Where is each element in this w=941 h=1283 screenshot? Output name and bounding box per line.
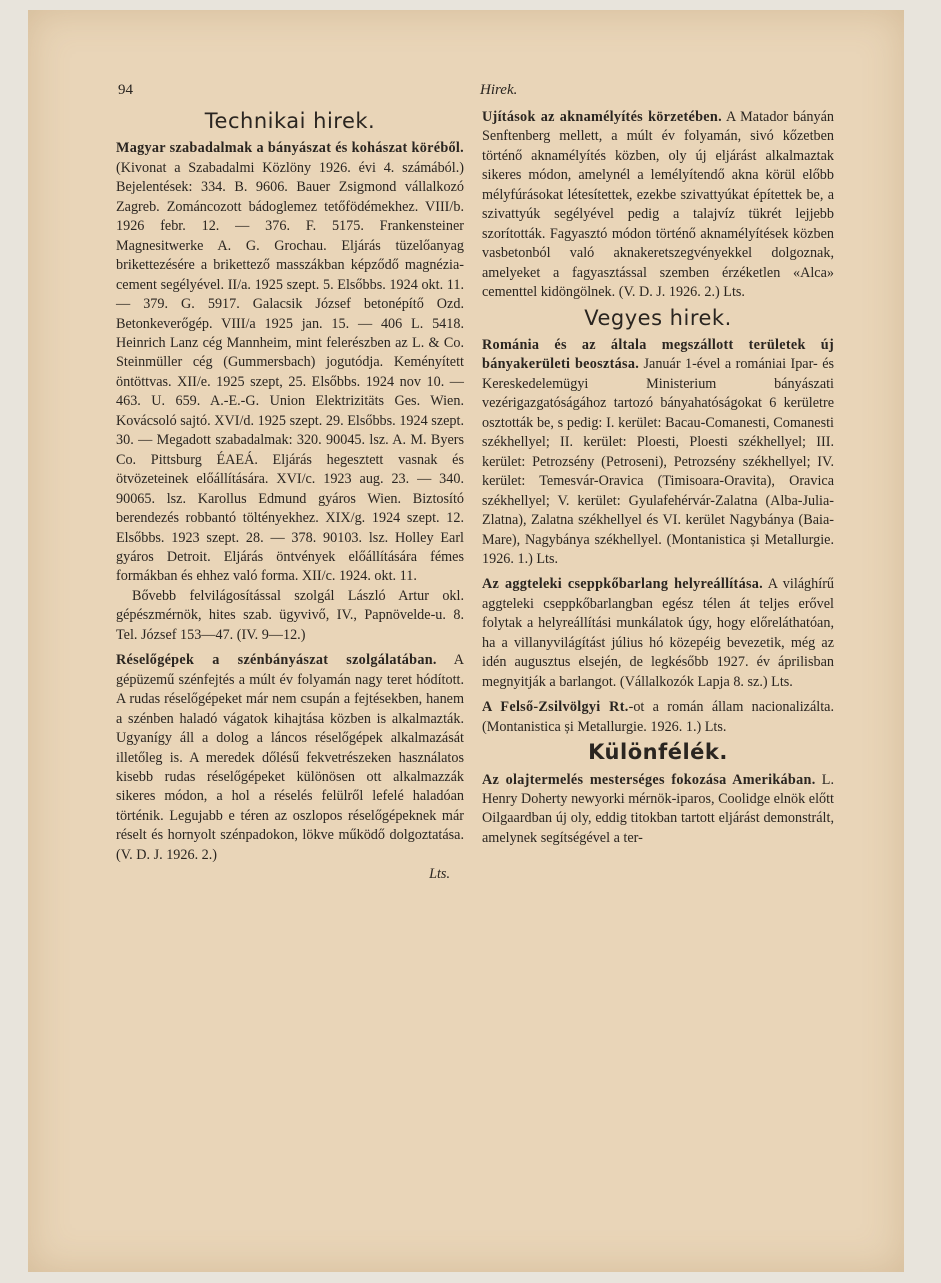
article-zsilvolgy xyxy=(482,698,834,737)
article-olajtermeles xyxy=(482,771,834,849)
article-lead: Magyar szabadalmak a bányászat és kohászat köréből. xyxy=(116,140,464,157)
article-text: -ot a román állam nacionalizálta. (Montanistica și Metallurgie. 1926. 1.) Lts. xyxy=(482,699,834,735)
article-patents xyxy=(116,139,464,645)
article-aggtelek xyxy=(482,575,834,692)
article-signature: Lts. xyxy=(429,866,450,883)
section-heading-vegyes: Vegyes hirek. xyxy=(584,305,732,330)
article-lead: Az olajtermelés mesterséges fokozása Amerikában. xyxy=(482,771,816,788)
article-lead: Románia és az általa megszállott területek új bányakerületi beosztása. xyxy=(482,336,834,373)
article-lead: Az aggteleki cseppkőbarlang helyreállítása. xyxy=(482,576,764,593)
article-lead: Ujítások az aknamélyítés körzetében. xyxy=(482,109,722,125)
article-text: A Matador bányán Senftenberg mellett, a múlt év folyamán, sivó kőzetben történő aknamélyítés közben, oly új eljárást alkalmaztak sikeres módon, amelynél a lemélyítendő akna körül előbb mélyfúrásokat létesítettek, ezekbe szivattyúkat építettek be, a szivattyúk segélyével pedig a talajvíz tükrét lejjebb szorították. Fagyasztó módon történő aknamélyítések közben vasbetonból való aknakeretszegvényekkel dolgoznak, amelyeket a fagyasztással szemben érzéketlen «Alca» cementtel kidöngölnek. (V. D. J. 1926. 2.) Lts. xyxy=(482,109,835,301)
left-column xyxy=(116,108,464,891)
article-text: L. Henry Doherty newyorki mérnök-iparos, Coolidge elnök előtt Oilgaardban új oly, eddig titokban tartott eljárást demonstrált, amelynek segítségével a ter- xyxy=(482,771,834,846)
article-text: (Kivonat a Szabadalmi Közlöny 1926. évi 4. számából.) Bejelentések: 334. B. 9606. Bauer Zsigmond vállalkozó Zagreb. Zománcozott bádoglemez tetőfödémekhez. VIII/b. 1926 febr. 12. — 376. F. 5175. Frankensteiner Magnesitwerke A. G. Grochau. Eljárás tüzelőanyag brikettezésére a brikettező masszákban képződő magnézia-cement segélyével. II/a. 1925 szept. 5. Elsőbbs. 1924 okt. 11. — 379. G. 5917. Galacsik József betonépítő Ozd. Betonkeverőgép. VIII/a 1925 jan. 15. — 406 L. 5418. Heinrich Lanz cég Mannheim, mint felerészben az L. & Co. Steinmüller cég (Gummersbach) jogutódja. Keményített öntöttvas. XII/e. 1925 szept, 25. Elsőbbs. 1924 nov 10. — 463. U. 659. A.-E.-G. Union Elektrizitäts Ges. Wien. Kovácsoló sajtó. XVI/d. 1925 szept. 29. Elsőbbs. 1924 szept. 30. — Megadott szabadalmak: 320. 90045. lsz. A. M. Byers Co. Pittsburg ÉAEÁ. Eljárás hegesztett vasnak és ötvözeteinek előállítására. XVI/c. 1923 aug. 23. — 340. 90065. lsz. Karollus Edmund gyáros Wien. Biztosító berendezés robbantó töltényekhez. XIX/g. 1924 szept. 12. Elsőbbs. 1923 szept. 28. — 378. 90103. lsz. Holley Earl gyáros Detroit. Eljárás öntvények előállítására fémes formákban és ehhez való forma. XII/c. 1924. okt. 11. xyxy=(116,159,464,585)
article-romania xyxy=(482,336,834,569)
section-heading-technikai: Technikai hirek. xyxy=(204,109,376,133)
running-head: Hirek. xyxy=(480,82,518,98)
right-column xyxy=(482,108,834,854)
article-aknamelyites xyxy=(482,108,834,303)
article-lead: A Felső-Zsilvölgyi Rt. xyxy=(482,699,629,716)
article-text-contact: Bővebb felvilágosítással szolgál László Artur okl. gépészmérnök, hites szab. ügyvivő, IV., Papnövelde-u. 8. Tel. József 153—47. (IV. 9—12.) xyxy=(116,587,464,643)
page-number: 94 xyxy=(118,82,133,98)
article-text: Január 1-ével a romániai Ipar- és Kereskedelemügyi Ministerium bányászati vezérigazgatóságához tartozó bányahatóságokat 6 kerületre osztották be, s pedig: I. kerület: Bacau-Comanesti, Comanesti székhellyel; II. kerület: Ploesti, Ploesti székhellyel; III. kerület: Petrozsény (Petroseni), Petrozsény székhellyel; IV. kerület: Temesvár-Oravica (Timisoara-Oravita), Oravica székhellyel; V. kerület: Gyulafehérvár-Zalatna (Alba-Julia-Zlatna), Zalatna székhellyel és VI. kerület Nagybánya (Baia-Mare), Nagybánya székhellyel. (Montanistica și Metallurgie. 1926. 1.) Lts. xyxy=(482,356,835,567)
article-text: A gépüzemű szénfejtés a múlt év folyamán nagy teret hódított. A rudas réselőgépeket már nem csupán a fejtésekben, hanem a szénben haladó vágatok kihajtása közben is alkalmazták. Ugyanígy áll a dolog a láncos réselőgépek alkalmazását illetőleg is. A meredek dőlésű fekvetrészeken használatos kisebb rudas réselőgépeket különösen ott alkalmazzák sikeres módon, a hol a réselés felülről lefelé haladóan történik. Legujabb e téren az oszlopos réselőgépeknek már réselt és hornyolt szénpadokon, lökve működő dolgoztatása. (V. D. J. 1926. 2.) xyxy=(116,652,464,863)
article-lead: Réselőgépek a szénbányászat szolgálatában. xyxy=(116,652,437,669)
section-heading-kulonfelek: Különfélék. xyxy=(588,740,728,765)
article-text: A világhírű aggteleki cseppkőbarlangban egész télen át teljes erővel folytak a helyreállítási munkálatok úgy, hogy előreláthatóan, ha a villanyvilágítást július hó közepéig bevezetik, még az idén augusztus elsején, de legkésőbb 1927. év áprilisban megnyitják a barlangot. (Vállalkozók Lapja 8. sz.) Lts. xyxy=(482,576,835,690)
article-reselogepek xyxy=(116,651,464,884)
